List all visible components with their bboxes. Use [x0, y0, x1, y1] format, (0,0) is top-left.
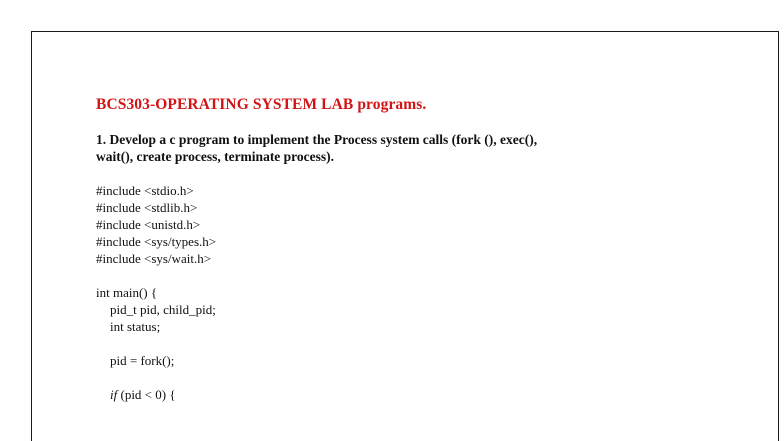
include-line: #include <stdio.h> [96, 183, 194, 198]
include-line: #include <sys/wait.h> [96, 251, 212, 266]
document-title: BCS303-OPERATING SYSTEM LAB programs. [96, 96, 427, 113]
if-condition: (pid < 0) { [117, 387, 176, 402]
include-line: #include <sys/types.h> [96, 234, 217, 249]
blank-line [96, 267, 756, 284]
code-block [96, 182, 756, 403]
blank-line [96, 369, 756, 386]
declaration-line: pid_t pid, child_pid; [110, 302, 216, 317]
if-statement-line [96, 386, 756, 403]
fork-call-line: pid = fork(); [110, 353, 175, 368]
include-line: #include <stdlib.h> [96, 200, 198, 215]
include-line: #include <unistd.h> [96, 217, 201, 232]
main-signature-line: int main() { [96, 285, 158, 300]
blank-line [96, 335, 756, 352]
document-content [96, 95, 756, 403]
task-description [96, 131, 756, 165]
if-keyword: if [110, 387, 118, 402]
task-line-2: wait(), create process, terminate process). [96, 149, 335, 164]
task-line-1: 1. Develop a c program to implement the Process system calls (fork (), exec(), [96, 132, 538, 147]
document-page [31, 31, 779, 441]
declaration-line: int status; [110, 319, 161, 334]
